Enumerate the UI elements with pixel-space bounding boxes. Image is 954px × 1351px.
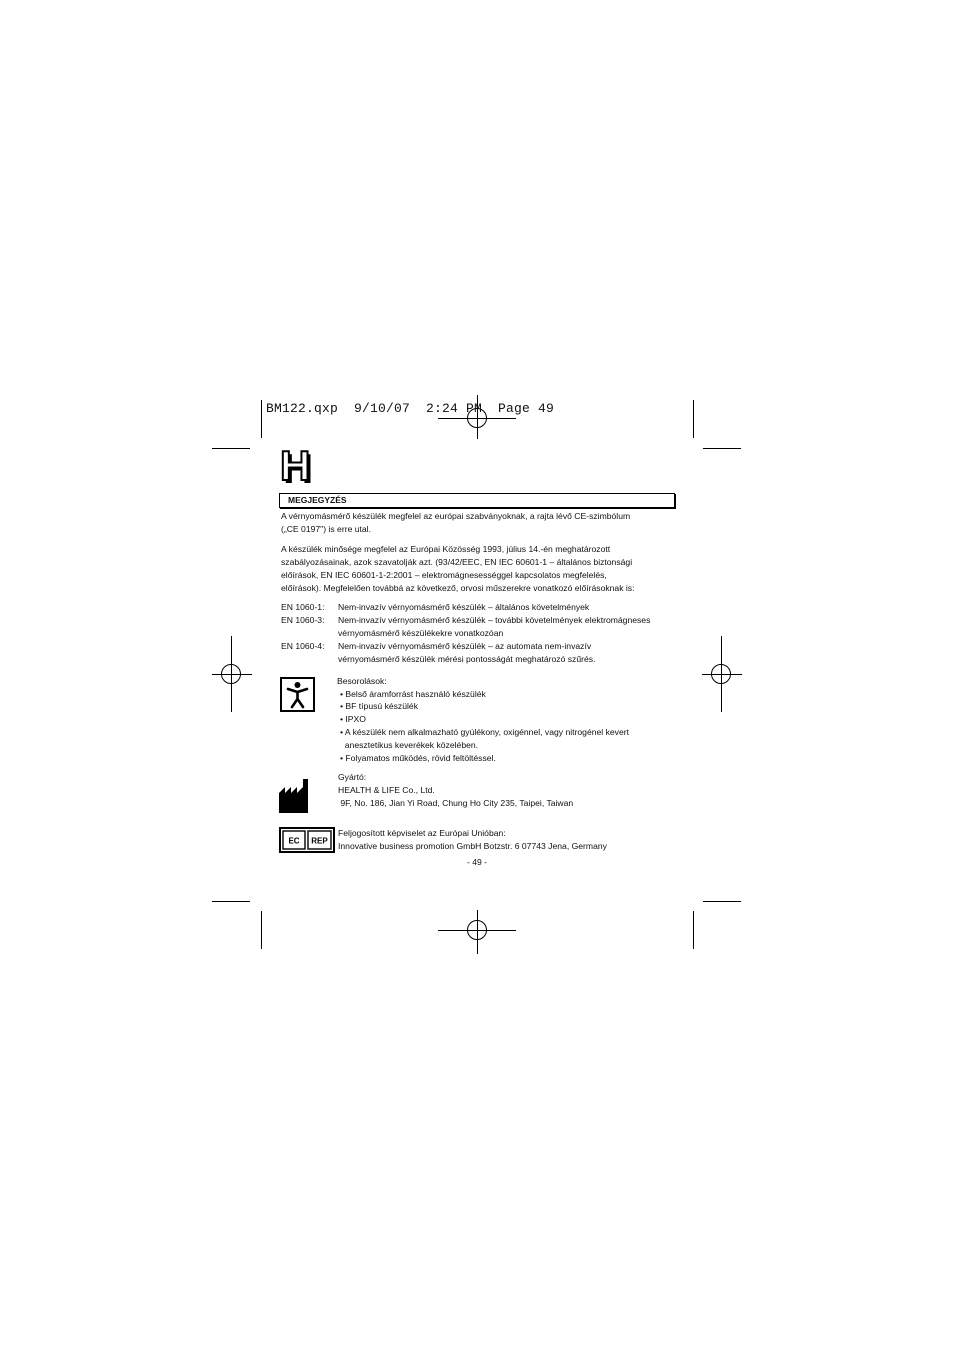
classification-item: • Belső áramforrást használó készülék [340, 689, 486, 699]
paragraph-line: előírások, EN IEC 60601-1-2:2001 – elektromágnesességgel kapcsolatos megfelelés, [281, 570, 607, 580]
language-letter: H [280, 442, 311, 489]
paragraph-line: („CE 0197") is erre utal. [281, 524, 371, 534]
paragraph-line: A vérnyomásmérő készülék megfelel az európai szabványoknak, a rajta lévő CE-szimbólum [281, 511, 631, 521]
classification-item: • BF típusú készülék [340, 701, 418, 711]
standard-text: Nem-invazív vérnyomásmérő készülék – további követelmények elektromágneses [338, 615, 651, 625]
manufacturer-factory-icon [279, 779, 309, 813]
rep-badge-label: REP [311, 836, 328, 846]
standard-code: EN 1060-1: [281, 602, 325, 612]
ec-badge-label: EC [288, 836, 300, 846]
paragraph-line: A készülék minősége megfelel az Európai Közösség 1993, július 14.-én meghatározott [281, 544, 611, 554]
ec-rep-address: Innovative business promotion GmbH Botzstr. 6 07743 Jena, Germany [338, 841, 607, 851]
classification-item: • Folyamatos működés, rövid feltöltéssel. [340, 753, 496, 763]
paragraph-line: előírások). Megfelelően továbbá az következő, orvosi műszerekre vonatkozó előírásoknak is: [281, 583, 635, 593]
manufacturer-heading: Gyártó: [338, 772, 367, 782]
registration-circle [467, 920, 487, 940]
registration-circle [711, 664, 731, 684]
classification-item: • IPXO [340, 714, 366, 724]
standard-text: vérnyomásmérő készülékekre vonatkozóan [338, 628, 504, 638]
classification-item: • A készülék nem alkalmazható gyúlékony, oxigénnel, vagy nitrogénel kevert [340, 727, 629, 737]
crop-mark [212, 901, 250, 902]
crop-mark [693, 400, 694, 438]
classification-item: anesztetikus keverékek közelében. [340, 740, 479, 750]
ec-rep-badge-icon [279, 827, 335, 853]
standard-text: vérnyomásmérő készülék mérési pontosságát meghatározó szűrés. [338, 654, 596, 664]
crop-mark [261, 400, 262, 438]
manufacturer-address: 9F, No. 186, Jian Yi Road, Chung Ho City 235, Taipei, Taiwan [338, 798, 574, 808]
file-slug: BM122.qxp 9/10/07 2:24 PM Page 49 [266, 401, 555, 416]
crop-mark [261, 911, 262, 949]
crop-mark [212, 448, 250, 449]
ec-rep-heading: Feljogosított képviselet az Európai Unióban: [338, 828, 506, 838]
standard-code: EN 1060-3: [281, 615, 325, 625]
section-title: MEGJEGYZÉS [288, 495, 347, 505]
paragraph-line: szabályozásainak, azok szavatolják azt. (93/42/EEC, EN IEC 60601-1 – általános biztonsági [281, 557, 633, 567]
page-number: - 49 - [466, 857, 488, 867]
classification-heading: Besorolások: [337, 676, 387, 686]
section-header-box [279, 493, 675, 508]
standard-text: Nem-invazív vérnyomásmérő készülék – általános követelmények [338, 602, 590, 612]
crop-mark [693, 911, 694, 949]
manufacturer-name: HEALTH & LIFE Co., Ltd. [338, 785, 435, 795]
bf-type-body-icon [280, 677, 315, 712]
standard-code: EN 1060-4: [281, 641, 325, 651]
standard-text: Nem-invazív vérnyomásmérő készülék – az automata nem-invazív [338, 641, 592, 651]
crop-mark [703, 901, 741, 902]
registration-circle [221, 664, 241, 684]
crop-mark [703, 448, 741, 449]
